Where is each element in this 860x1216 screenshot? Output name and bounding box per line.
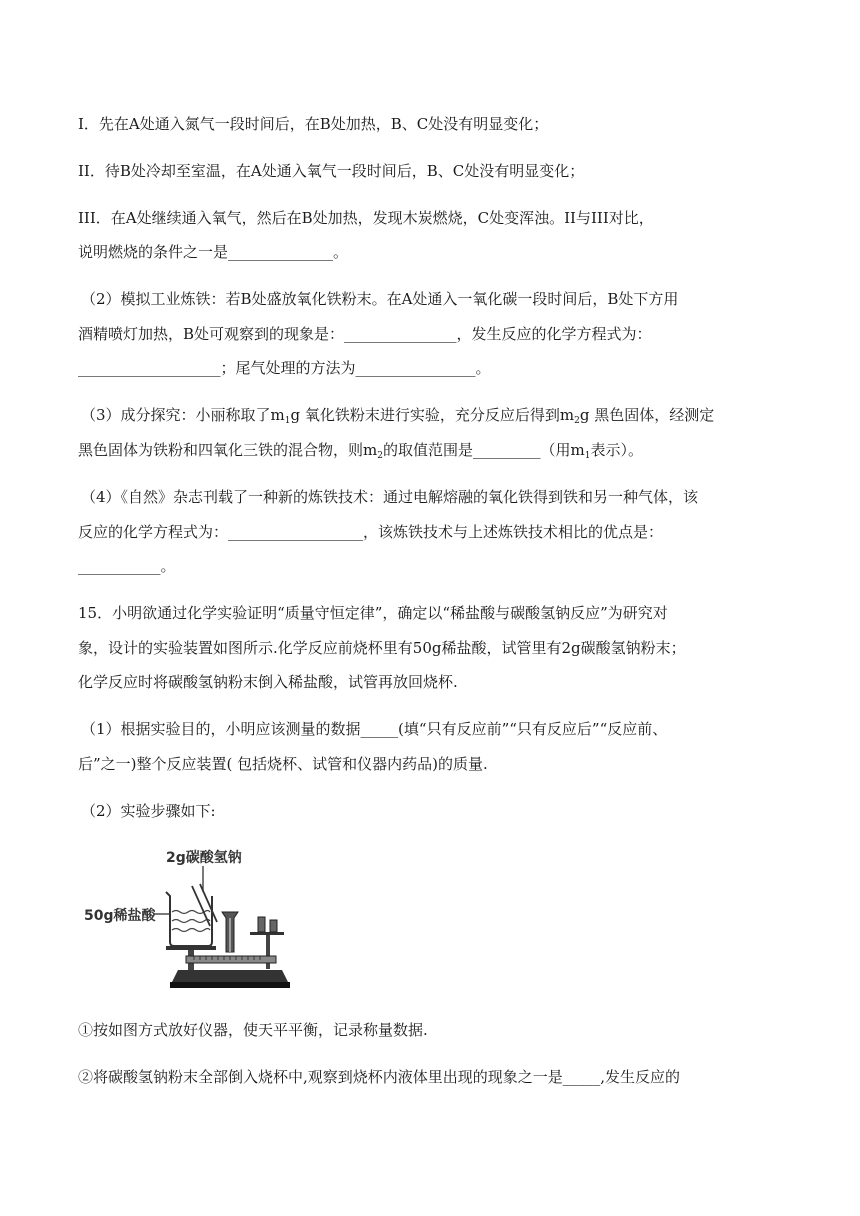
procedure-step-1: ①按如图方式放好仪器，使天平平衡，记录称量数据. (78, 1021, 428, 1039)
step-3-line-2: 说明燃烧的条件之一是______________。 (78, 243, 349, 261)
question-4-line-3: ___________。 (78, 557, 176, 575)
question-2-line-2: 酒精喷灯加热，B处可观察到的现象是：_______________，发生反应的化学方程式为： (78, 325, 652, 343)
problem-15-line-3: 化学反应时将碳酸氢钠粉末倒入稀盐酸，试管再放回烧杯. (78, 673, 458, 691)
question-2-line-3: ___________________；尾气处理的方法为________________。 (78, 359, 491, 377)
balance-apparatus-figure (82, 842, 292, 992)
label-dilute-hcl: 50g稀盐酸 (84, 908, 156, 924)
question-3-line-1: （3）成分探究：小丽称取了$m_1g$ 氧化铁粉末进行实验，充分反应后得到$m_2g$ 黑色固体，经测定 (81, 406, 715, 426)
label-sodium-bicarbonate: 2g碳酸氢钠 (166, 850, 242, 866)
question-4-line-2: 反应的化学方程式为：__________________，该炼铁技术与上述炼铁技术相比的优点是： (78, 523, 664, 541)
step-1: I．先在A处通入氮气一段时间后，在B处加热，B、C处没有明显变化； (78, 115, 549, 133)
problem-15-line-1: 15．小明欲通过化学实验证明“质量守恒定律”，确定以“稀盐酸与碳酸氢钠反应”为研究对 (78, 604, 668, 622)
step-3-line-1: III．在A处继续通入氧气，然后在B处加热，发现木炭燃烧，C处变浑浊。II与III对比， (78, 209, 654, 227)
problem-15-q2: （2）实验步骤如下: (81, 802, 216, 820)
question-2-line-1: （2）模拟工业炼铁：若B处盛放氧化铁粉末。在A处通入一氧化碳一段时间后，B处下方用 (81, 290, 679, 308)
problem-15-q1-line-2: 后”之一)整个反应装置( 包括烧杯、试管和仪器内药品)的质量. (78, 755, 488, 773)
problem-15-line-2: 象，设计的实验装置如图所示.化学反应前烧杯里有50g稀盐酸，试管里有2g碳酸氢钠粉末； (78, 639, 686, 657)
step-2: II．待B处冷却至室温，在A处通入氧气一段时间后，B、C处没有明显变化； (78, 162, 585, 180)
balance-illustration (82, 842, 292, 992)
question-4-line-1: （4）《自然》杂志刊载了一种新的炼铁技术：通过电解熔融的氧化铁得到铁和另一种气体，该 (81, 488, 699, 506)
question-3-line-2: 黑色固体为铁粉和四氧化三铁的混合物，则$m_2$的取值范围是_________（用$m_1$表示）。 (78, 441, 643, 461)
procedure-step-2: ②将碳酸氢钠粉末全部倒入烧杯中,观察到烧杯内液体里出现的现象之一是_____,发生反应的 (78, 1068, 681, 1086)
problem-15-q1-line-1: （1）根据实验目的，小明应该测量的数据_____(填“只有反应前”“只有反应后”“反应前、 (81, 720, 668, 738)
